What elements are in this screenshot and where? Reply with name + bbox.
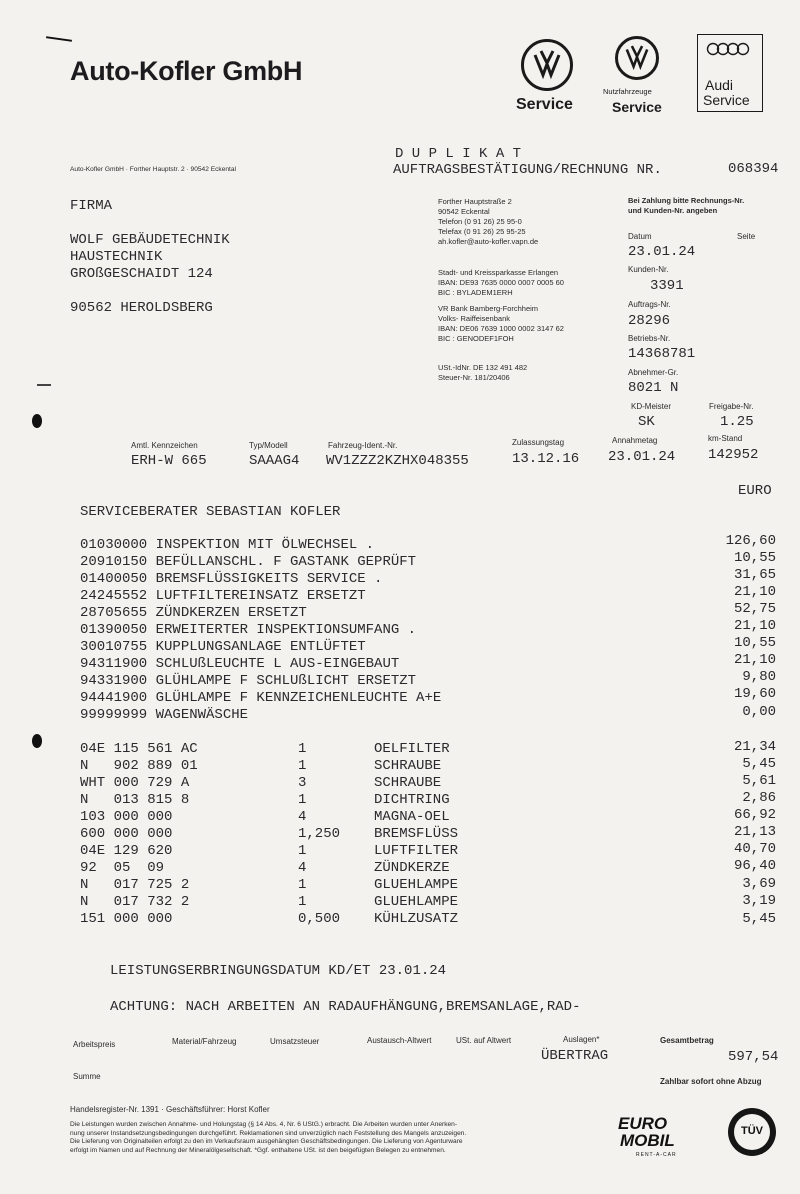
bank-details-1: Stadt- und Kreissparkasse Erlangen IBAN: DE93 7635 0000 0007 0005 60 BIC : BYLADEM1ERH bbox=[438, 268, 564, 297]
punch-hole bbox=[32, 734, 42, 748]
part-qty: 0,500 bbox=[298, 911, 341, 927]
part-qty: 1 bbox=[298, 758, 307, 774]
customer-no-label: Kunden-Nr. bbox=[628, 265, 669, 274]
vat-label: Umsatzsteuer bbox=[270, 1037, 320, 1046]
part-number: 04E 129 620 bbox=[80, 843, 173, 859]
release-no-label: Freigabe-Nr. bbox=[709, 402, 754, 411]
euromobil-logo bbox=[612, 1114, 702, 1162]
part-desc: MAGNA-OEL bbox=[374, 809, 450, 825]
legal-text: Die Leistungen wurden zwischen Annahme- und Holungstag (§ 14 Abs. 4, Nr. 6 UStG.) erbracht. Die Arbeiten wurden unter Anerken- nung unserer Instandsetzungsbedingungen durchgeführt. Reklamationen sind unverzüglich nach Feststellung des Mangels anzuzeigen. Die Lieferung von Originalteilen erfolgt zu den im Verkaufsraum ausgehängten Geschäftsbedingungen. Die Lieferung von Agenturware erfolgt im Namen und auf Rechnung der Mineralölgesellschaft. *Ggf. enthaltene USt. ist den beigefügten Belegen zu entnehmen. bbox=[70, 1121, 467, 1154]
part-desc: GLUEHLAMPE bbox=[374, 877, 459, 893]
part-amount: 66,92 bbox=[733, 807, 776, 823]
labor-amount: 52,75 bbox=[733, 601, 776, 617]
punch-hole bbox=[32, 414, 42, 428]
release-no-value: 1.25 bbox=[720, 414, 754, 430]
part-qty: 1 bbox=[298, 877, 307, 893]
customer-city: 90562 HEROLDSBERG bbox=[70, 300, 213, 316]
total-amount: 597,54 bbox=[728, 1049, 779, 1065]
part-qty: 4 bbox=[298, 860, 307, 876]
part-number: 92 05 09 bbox=[80, 860, 165, 876]
labor-amount: 19,60 bbox=[733, 686, 776, 702]
part-desc: DICHTRING bbox=[374, 792, 450, 808]
vw-nfz-service-label: Service bbox=[612, 99, 662, 115]
kd-master-value: SK bbox=[638, 414, 655, 430]
date-label: Datum bbox=[628, 232, 652, 241]
fold-mark bbox=[37, 384, 51, 386]
part-amount: 40,70 bbox=[733, 841, 776, 857]
audi-label: Audi bbox=[705, 77, 734, 93]
part-qty: 1 bbox=[298, 843, 307, 859]
labor-item: 94441900 GLÜHLAMPE F KENNZEICHENLEUCHTE A+E bbox=[80, 690, 442, 706]
vat-oldvalue-label: USt. auf Altwert bbox=[456, 1036, 512, 1045]
customer-street: GROßGESCHAIDT 124 bbox=[70, 266, 213, 282]
registration-label: Zulassungstag bbox=[512, 438, 565, 447]
part-number: 103 000 000 bbox=[80, 809, 173, 825]
part-number: 600 000 000 bbox=[80, 826, 173, 842]
part-number: 151 000 000 bbox=[80, 911, 173, 927]
part-amount: 3,69 bbox=[742, 876, 776, 892]
company-address: Forther Hauptstraße 2 90542 Eckental Telefon (0 91 26) 25 95-0 Telefax (0 91 26) 25 95-25 ah.kofler@auto-kofler.vapn.de bbox=[438, 197, 539, 246]
sender-line: Auto-Kofler GmbH · Forther Hauptstr. 2 · 90542 Eckental bbox=[70, 166, 237, 173]
mileage-label: km-Stand bbox=[708, 434, 743, 443]
labor-item: 99999999 WAGENWÄSCHE bbox=[80, 707, 249, 723]
plate-label: Amtl. Kennzeichen bbox=[131, 441, 198, 450]
vw-service-label: Service bbox=[516, 96, 573, 113]
labor-amount: 10,55 bbox=[733, 550, 776, 566]
part-qty: 1 bbox=[298, 741, 307, 757]
labor-item: 28705655 ZÜNDKERZEN ERSETZT bbox=[80, 605, 307, 621]
order-no-label: Auftrags-Nr. bbox=[628, 300, 671, 309]
euromobil-text-3: RENT-A-CAR bbox=[636, 1152, 677, 1158]
labor-amount: 21,10 bbox=[733, 584, 776, 600]
vw-nfz-label: Nutzfahrzeuge bbox=[603, 87, 652, 96]
labor-price-label: Arbeitspreis bbox=[73, 1040, 116, 1049]
part-qty: 1 bbox=[298, 894, 307, 910]
labor-item: 01390050 ERWEITERTER INSPEKTIONSUMFANG . bbox=[80, 622, 417, 638]
service-date-line: LEISTUNGSERBRINGUNGSDATUM KD/ET 23.01.24 bbox=[110, 963, 447, 979]
labor-amount: 10,55 bbox=[733, 635, 776, 651]
part-number: N 017 732 2 bbox=[80, 894, 190, 910]
audi-rings-icon bbox=[706, 42, 750, 56]
part-desc: ZÜNDKERZE bbox=[374, 860, 450, 876]
exchange-label: Austausch-Altwert bbox=[367, 1036, 432, 1045]
company-name: Auto-Kofler GmbH bbox=[70, 56, 303, 86]
order-no-value: 28296 bbox=[628, 313, 671, 329]
tuv-badge-icon bbox=[728, 1108, 776, 1156]
part-amount: 21,13 bbox=[733, 824, 776, 840]
date-value: 23.01.24 bbox=[628, 244, 696, 260]
buyer-group-label: Abnehmer-Gr. bbox=[628, 368, 679, 377]
customer-line-firma: FIRMA bbox=[70, 198, 113, 214]
page-label: Seite bbox=[737, 232, 756, 241]
intake-value: 23.01.24 bbox=[608, 449, 676, 465]
labor-item: 01400050 BREMSFLÜSSIGKEITS SERVICE . bbox=[80, 571, 383, 587]
plate-value: ERH-W 665 bbox=[131, 453, 207, 469]
business-no-label: Betriebs-Nr. bbox=[628, 334, 671, 343]
intake-label: Annahmetag bbox=[612, 436, 658, 445]
vin-value: WV1ZZZ2KZHX048355 bbox=[326, 453, 469, 469]
model-label: Typ/Modell bbox=[249, 441, 288, 450]
part-desc: LUFTFILTER bbox=[374, 843, 459, 859]
sum-label: Summe bbox=[73, 1072, 101, 1081]
model-value: SAAAG4 bbox=[249, 453, 300, 469]
part-number: N 017 725 2 bbox=[80, 877, 190, 893]
part-desc: BREMSFLÜSS bbox=[374, 826, 459, 842]
payment-note: Bei Zahlung bitte Rechnungs-Nr. und Kunden-Nr. angeben bbox=[628, 196, 745, 215]
labor-item: 94331900 GLÜHLAMPE F SCHLUßLICHT ERSETZT bbox=[80, 673, 417, 689]
customer-name: WOLF GEBÄUDETECHNIK bbox=[70, 232, 230, 248]
material-label: Material/Fahrzeug bbox=[172, 1037, 237, 1046]
tuv-label: TÜV bbox=[741, 1125, 763, 1137]
audi-service-label: Service bbox=[703, 92, 750, 108]
tax-ids: USt.-IdNr. DE 132 491 482 Steuer-Nr. 181/20406 bbox=[438, 363, 528, 382]
duplikat-label: D U P L I K A T bbox=[395, 146, 522, 162]
labor-amount: 126,60 bbox=[725, 533, 776, 549]
buyer-group-value: 8021 N bbox=[628, 380, 679, 396]
labor-item: 30010755 KUPPLUNGSANLAGE ENTLÜFTET bbox=[80, 639, 366, 655]
payable-note: Zahlbar sofort ohne Abzug bbox=[660, 1077, 762, 1086]
vw-nfz-logo-icon bbox=[615, 36, 659, 80]
registration-value: 13.12.16 bbox=[512, 451, 580, 467]
invoice-number: 068394 bbox=[728, 161, 779, 177]
labor-amount: 9,80 bbox=[742, 669, 776, 685]
labor-amount: 21,10 bbox=[733, 652, 776, 668]
part-number: WHT 000 729 A bbox=[80, 775, 190, 791]
labor-amount: 31,65 bbox=[733, 567, 776, 583]
labor-item: 24245552 LUFTFILTEREINSATZ ERSETZT bbox=[80, 588, 366, 604]
part-amount: 96,40 bbox=[733, 858, 776, 874]
vw-logo-icon bbox=[521, 39, 573, 91]
labor-item: 94311900 SCHLUßLEUCHTE L AUS-EINGEBAUT bbox=[80, 656, 400, 672]
service-advisor: SERVICEBERATER SEBASTIAN KOFLER bbox=[80, 504, 341, 520]
part-qty: 3 bbox=[298, 775, 307, 791]
part-number: N 902 889 01 bbox=[80, 758, 198, 774]
mileage-value: 142952 bbox=[708, 447, 759, 463]
kd-master-label: KD-Meister bbox=[631, 402, 672, 411]
document-title: AUFTRAGSBESTÄTIGUNG/RECHNUNG NR. bbox=[393, 162, 662, 178]
part-desc: SCHRAUBE bbox=[374, 758, 442, 774]
labor-item: 20910150 BEFÜLLANSCHL. F GASTANK GEPRÜFT bbox=[80, 554, 417, 570]
part-amount: 5,45 bbox=[742, 911, 776, 927]
part-number: N 013 815 8 bbox=[80, 792, 190, 808]
part-amount: 21,34 bbox=[733, 739, 776, 755]
part-number: 04E 115 561 AC bbox=[80, 741, 198, 757]
part-amount: 5,45 bbox=[742, 756, 776, 772]
total-label: Gesamtbetrag bbox=[660, 1036, 714, 1045]
part-amount: 2,86 bbox=[742, 790, 776, 806]
attention-line: ACHTUNG: NACH ARBEITEN AN RADAUFHÄNGUNG,BREMSANLAGE,RAD- bbox=[110, 999, 581, 1015]
part-desc: KÜHLZUSATZ bbox=[374, 911, 459, 927]
customer-no-value: 3391 bbox=[650, 278, 684, 294]
part-desc: SCHRAUBE bbox=[374, 775, 442, 791]
labor-amount: 0,00 bbox=[742, 704, 776, 720]
currency-label: EURO bbox=[738, 483, 772, 499]
expenses-label: Auslagen* bbox=[563, 1035, 600, 1044]
part-desc: OELFILTER bbox=[374, 741, 450, 757]
part-qty: 1 bbox=[298, 792, 307, 808]
mark-line bbox=[46, 36, 72, 42]
labor-amount: 21,10 bbox=[733, 618, 776, 634]
part-qty: 1,250 bbox=[298, 826, 341, 842]
part-qty: 4 bbox=[298, 809, 307, 825]
trade-register: Handelsregister-Nr. 1391 · Geschäftsführer: Horst Kofler bbox=[70, 1105, 270, 1114]
part-amount: 5,61 bbox=[742, 773, 776, 789]
customer-line-2: HAUSTECHNIK bbox=[70, 249, 163, 265]
labor-item: 01030000 INSPEKTION MIT ÖLWECHSEL . bbox=[80, 537, 375, 553]
business-no-value: 14368781 bbox=[628, 346, 696, 362]
carryover-label: ÜBERTRAG bbox=[541, 1048, 609, 1064]
audi-service-box bbox=[697, 34, 763, 112]
vin-label: Fahrzeug-Ident.-Nr. bbox=[328, 441, 398, 450]
euromobil-text-2: MOBIL bbox=[620, 1131, 675, 1150]
part-amount: 3,19 bbox=[742, 893, 776, 909]
bank-details-2: VR Bank Bamberg-Forchheim Volks- Raiffeisenbank IBAN: DE06 7639 1000 0002 3147 62 BIC : GENODEF1FOH bbox=[438, 304, 564, 343]
part-desc: GLUEHLAMPE bbox=[374, 894, 459, 910]
euromobil-text-1: EURO bbox=[618, 1114, 668, 1133]
